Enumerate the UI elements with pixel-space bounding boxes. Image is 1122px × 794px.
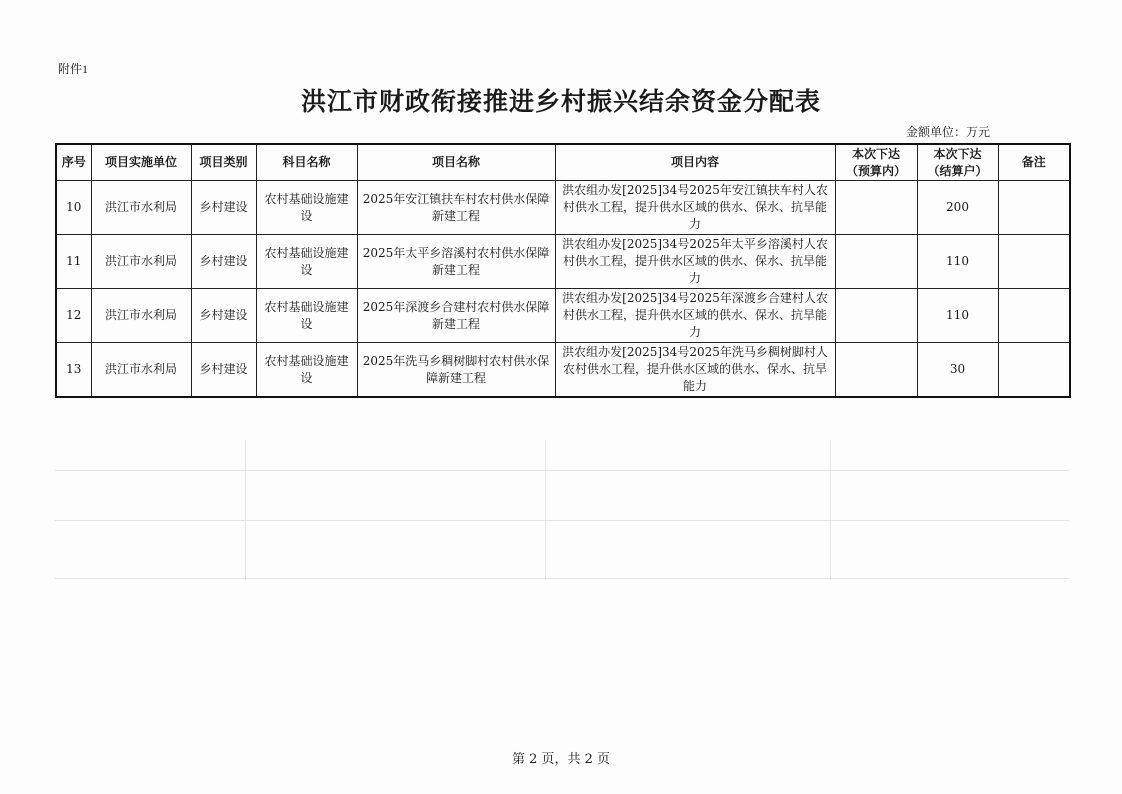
bleed-through-line bbox=[55, 470, 1069, 471]
table-row bbox=[56, 235, 1070, 289]
header-category: 项目类别 bbox=[191, 144, 256, 181]
cell-budget-in bbox=[835, 235, 917, 289]
cell-category: 乡村建设 bbox=[191, 289, 256, 343]
cell-unit: 洪江市水利局 bbox=[91, 235, 191, 289]
cell-project-name: 2025年深渡乡合建村农村供水保障新建工程 bbox=[357, 289, 555, 343]
cell-category: 乡村建设 bbox=[191, 235, 256, 289]
bleed-through-line bbox=[830, 440, 831, 580]
cell-settlement: 30 bbox=[917, 343, 998, 398]
page-title: 洪江市财政衔接推进乡村振兴结余资金分配表 bbox=[300, 87, 821, 116]
cell-subject: 农村基础设施建设 bbox=[256, 235, 357, 289]
cell-index: 11 bbox=[56, 235, 91, 289]
header-settlement-line2: （结算户） bbox=[927, 163, 988, 178]
cell-content: 洪农组办发[2025]34号2025年深渡乡合建村人农村供水工程，提升供水区域的供水、保水、抗旱能力 bbox=[555, 289, 835, 343]
bleed-through-line bbox=[245, 440, 246, 580]
cell-index: 13 bbox=[56, 343, 91, 398]
cell-content: 洪农组办发[2025]34号2025年安江镇扶车村人农村供水工程，提升供水区域的供水、保水、抗旱能力 bbox=[555, 181, 835, 235]
bleed-through-line bbox=[545, 440, 546, 580]
header-content: 项目内容 bbox=[555, 144, 835, 181]
cell-category: 乡村建设 bbox=[191, 343, 256, 398]
cell-remark bbox=[998, 343, 1070, 398]
header-budget-in-line2: （预算内） bbox=[845, 163, 906, 178]
fund-allocation-table bbox=[55, 143, 1071, 398]
table-row bbox=[56, 289, 1070, 343]
cell-category: 乡村建设 bbox=[191, 181, 256, 235]
cell-settlement: 110 bbox=[917, 235, 998, 289]
cell-settlement: 110 bbox=[917, 289, 998, 343]
header-project-name: 项目名称 bbox=[357, 144, 555, 181]
cell-budget-in bbox=[835, 181, 917, 235]
cell-remark bbox=[998, 235, 1070, 289]
cell-unit: 洪江市水利局 bbox=[91, 343, 191, 398]
cell-subject: 农村基础设施建设 bbox=[256, 181, 357, 235]
cell-project-name: 2025年洗马乡稠树脚村农村供水保障新建工程 bbox=[357, 343, 555, 398]
cell-content: 洪农组办发[2025]34号2025年太平乡溶溪村人农村供水工程，提升供水区域的供水、保水、抗旱能力 bbox=[555, 235, 835, 289]
cell-unit: 洪江市水利局 bbox=[91, 181, 191, 235]
table-row bbox=[56, 343, 1070, 398]
cell-content: 洪农组办发[2025]34号2025年洗马乡稠树脚村人农村供水工程，提升供水区域的供水、保水、抗旱能力 bbox=[555, 343, 835, 398]
cell-unit: 洪江市水利局 bbox=[91, 289, 191, 343]
cell-project-name: 2025年安江镇扶车村农村供水保障新建工程 bbox=[357, 181, 555, 235]
header-subject: 科目名称 bbox=[256, 144, 357, 181]
amount-unit-label: 金额单位：万元 bbox=[906, 125, 991, 139]
table-row bbox=[56, 181, 1070, 235]
header-index: 序号 bbox=[56, 144, 91, 181]
cell-budget-in bbox=[835, 289, 917, 343]
cell-budget-in bbox=[835, 343, 917, 398]
header-unit: 项目实施单位 bbox=[91, 144, 191, 181]
page-footer: 第 2 页，共 2 页 bbox=[511, 752, 611, 767]
cell-index: 10 bbox=[56, 181, 91, 235]
bleed-through-line bbox=[55, 520, 1069, 521]
header-budget-in bbox=[835, 144, 917, 181]
header-budget-in-line1: 本次下达 bbox=[851, 146, 900, 161]
header-remark: 备注 bbox=[998, 144, 1070, 181]
bleed-through-line bbox=[55, 578, 1069, 579]
header-settlement bbox=[917, 144, 998, 181]
cell-settlement: 200 bbox=[917, 181, 998, 235]
cell-subject: 农村基础设施建设 bbox=[256, 289, 357, 343]
cell-project-name: 2025年太平乡溶溪村农村供水保障新建工程 bbox=[357, 235, 555, 289]
cell-index: 12 bbox=[56, 289, 91, 343]
cell-remark bbox=[998, 181, 1070, 235]
cell-subject: 农村基础设施建设 bbox=[256, 343, 357, 398]
header-settlement-line1: 本次下达 bbox=[933, 146, 982, 161]
cell-remark bbox=[998, 289, 1070, 343]
table-header-row bbox=[56, 144, 1070, 181]
attachment-label: 附件1 bbox=[58, 62, 89, 76]
